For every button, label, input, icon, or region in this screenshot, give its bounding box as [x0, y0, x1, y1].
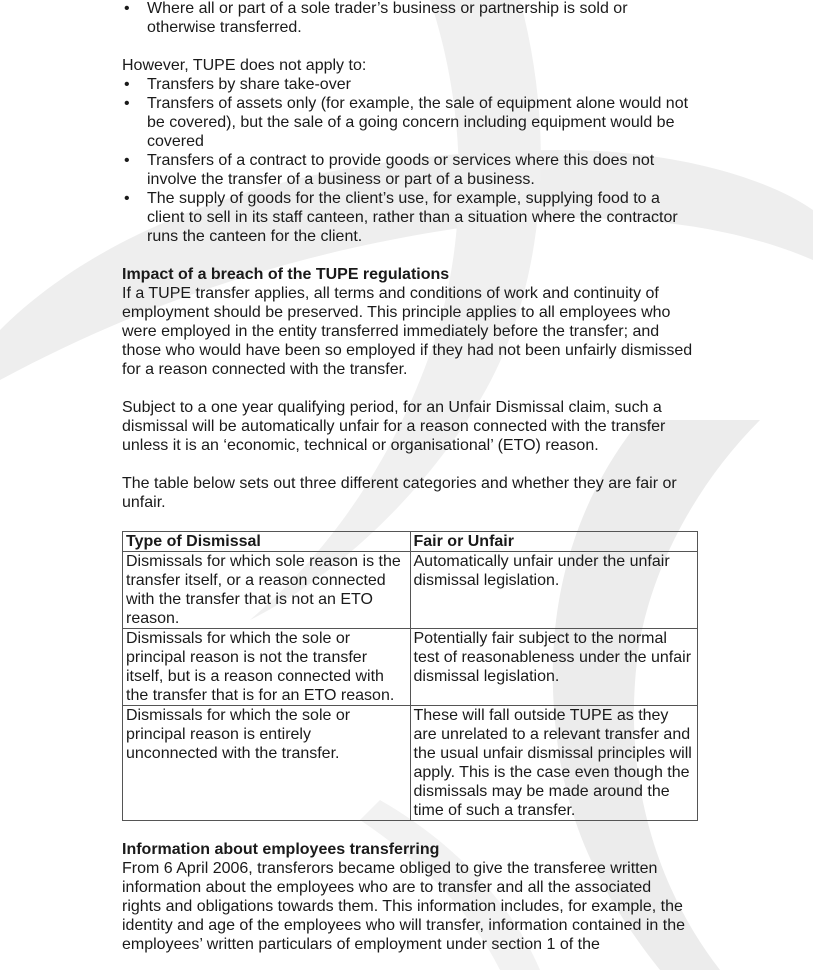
table-cell: Potentially fair subject to the normal test of reasonableness under the unfair dismissal legislation. — [410, 629, 698, 706]
document-page — [122, 0, 694, 954]
table-cell: Dismissals for which the sole or principal reason is not the transfer itself, but is a reason connected with the transfer that is for an ETO reason. — [123, 629, 411, 706]
paragraph: From 6 April 2006, transferors became obliged to give the transferee written information about the employees who are to transfer and all the associated rights and obligations towards them. This information includes, for example, the identity and age of the employees who will transfer, information contained in the employees’ written particulars of employment under section 1 of the — [122, 860, 685, 953]
intro-bullet-list — [122, 0, 694, 37]
table-row — [123, 629, 698, 706]
table-cell: These will fall outside TUPE as they are unrelated to a relevant transfer and the usual unfair dismissal principles will apply. This is the case even though the dismissals may be made around the time of such a transfer. — [410, 706, 698, 821]
dismissal-table — [122, 531, 698, 821]
list-item: • Transfers of assets only (for example, the sale of equipment alone would not be covered), but the sale of a going concern including equipment would be covered — [122, 94, 694, 151]
list-item: • Transfers by share take-over — [122, 75, 694, 94]
section-heading-info: Information about employees transferring — [122, 841, 440, 858]
not-apply-bullet-list — [122, 75, 694, 246]
table-cell: Dismissals for which the sole or principal reason is entirely unconnected with the transfer. — [123, 706, 411, 821]
list-item: • Transfers of a contract to provide goods or services where this does not involve the transfer of a business or part of a business. — [122, 151, 694, 189]
list-item: • The supply of goods for the client’s use, for example, supplying food to a client to sell in its staff canteen, rather than a situation where the contractor runs the canteen for the client. — [122, 189, 694, 246]
paragraph: If a TUPE transfer applies, all terms and conditions of work and continuity of employment should be preserved. This principle applies to all employees who were employed in the entity transferred immediately before the transfer; and those who would have been so employed if they had not been unfairly dismissed for a reason connected with the transfer. — [122, 285, 693, 378]
table-row — [123, 552, 698, 629]
column-header: Type of Dismissal — [123, 532, 411, 552]
table-cell: Dismissals for which sole reason is the transfer itself, or a reason connected with the transfer that is not an ETO reason. — [123, 552, 411, 629]
paragraph: Subject to a one year qualifying period, for an Unfair Dismissal claim, such a dismissal will be automatically unfair for a reason connected with the transfer unless it is an ‘economic, technical or organisational’ (ETO) reason. — [122, 399, 666, 454]
column-header: Fair or Unfair — [410, 532, 698, 552]
list-item: • Where all or part of a sole trader’s business or partnership is sold or otherwise transferred. — [122, 0, 694, 37]
not-apply-intro: However, TUPE does not apply to: — [122, 57, 367, 74]
section-heading-impact: Impact of a breach of the TUPE regulations — [122, 266, 450, 283]
table-header-row — [123, 532, 698, 552]
table-cell: Automatically unfair under the unfair dismissal legislation. — [410, 552, 698, 629]
paragraph: The table below sets out three different categories and whether they are fair or unfair. — [122, 475, 677, 511]
table-row — [123, 706, 698, 821]
